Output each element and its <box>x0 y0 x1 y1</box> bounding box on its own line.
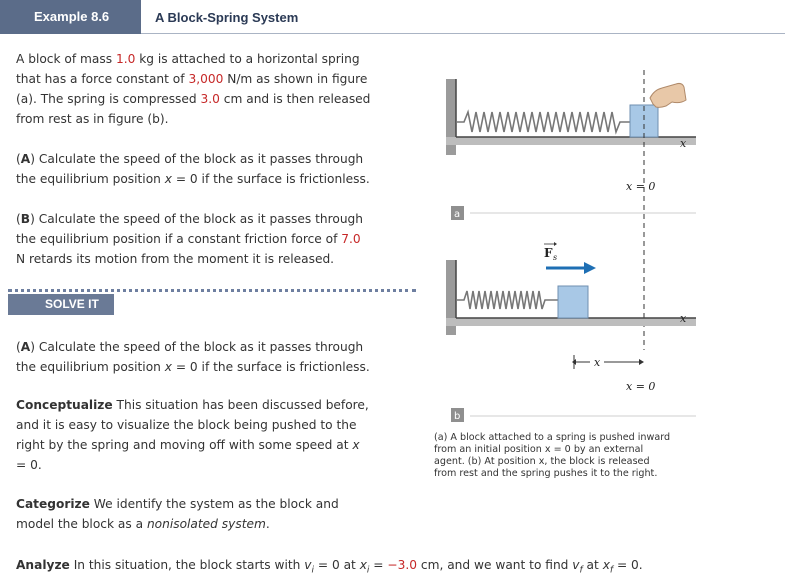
spring-block-figure <box>440 60 785 430</box>
figure-caption: (a) A block attached to a spring is pushed inward from an initial position x = 0 by an external agent. (b) At position x, the block is released from rest and the spring pushes it to the right. <box>434 432 671 479</box>
example-title: A Block-Spring System <box>155 10 299 25</box>
equilibrium-label-a: x = 0 <box>626 180 656 193</box>
equilibrium-label-b: x = 0 <box>626 380 656 393</box>
panel-b-label: b <box>454 411 461 422</box>
solve-part-a: (A) Calculate the speed of the block as it passes through the equilibrium position x = 0 if the surface is frictionless. <box>16 340 370 374</box>
block-b <box>558 286 588 318</box>
spring-b <box>456 291 558 309</box>
analyze-paragraph: Analyze In this situation, the block starts with $v_i = 0$ at $x_i = -3.0$ cm, and we want to find $v_f$ at $x_f = 0$. <box>16 558 643 576</box>
force-sub: s <box>553 253 558 262</box>
part-a-question: (A) Calculate the speed of the block as it passes through the equilibrium position x = 0 if the surface is frictionless. <box>16 152 370 186</box>
categorize-paragraph: Categorize We identify the system as the block and model the block as a nonisolated system. <box>16 497 339 531</box>
floor-a <box>446 137 696 145</box>
x-axis-label-b: x <box>680 312 687 325</box>
conceptualize-paragraph: Conceptualize This situation has been discussed before, and it is easy to visualize the block being pushed to the right by the spring and moving off with some speed at x = 0. <box>16 398 369 472</box>
example-badge: Example 8.6 <box>0 0 141 34</box>
intro-paragraph: A block of mass 1.0 kg is attached to a horizontal spring that has a force constant of 3,000 N/m as shown in figure (a). The spring is compressed 3.0 cm and is then released from rest as in figure (b). <box>16 52 371 126</box>
part-b-question: (B) Calculate the speed of the block as it passes through the equilibrium position if a constant friction force of 7.0 N retards its motion from the moment it is released. <box>16 212 364 266</box>
force-label: F <box>544 246 553 260</box>
x-axis-label-a: x <box>680 137 687 150</box>
section-divider <box>8 289 416 292</box>
floor-b <box>446 318 696 326</box>
spring-a <box>456 112 630 132</box>
header-divider <box>141 33 785 34</box>
displacement-label: x <box>594 356 601 369</box>
hand-icon <box>650 83 686 107</box>
solve-it-tab[interactable]: SOLVE IT <box>8 294 114 315</box>
panel-a-label: a <box>454 209 461 220</box>
